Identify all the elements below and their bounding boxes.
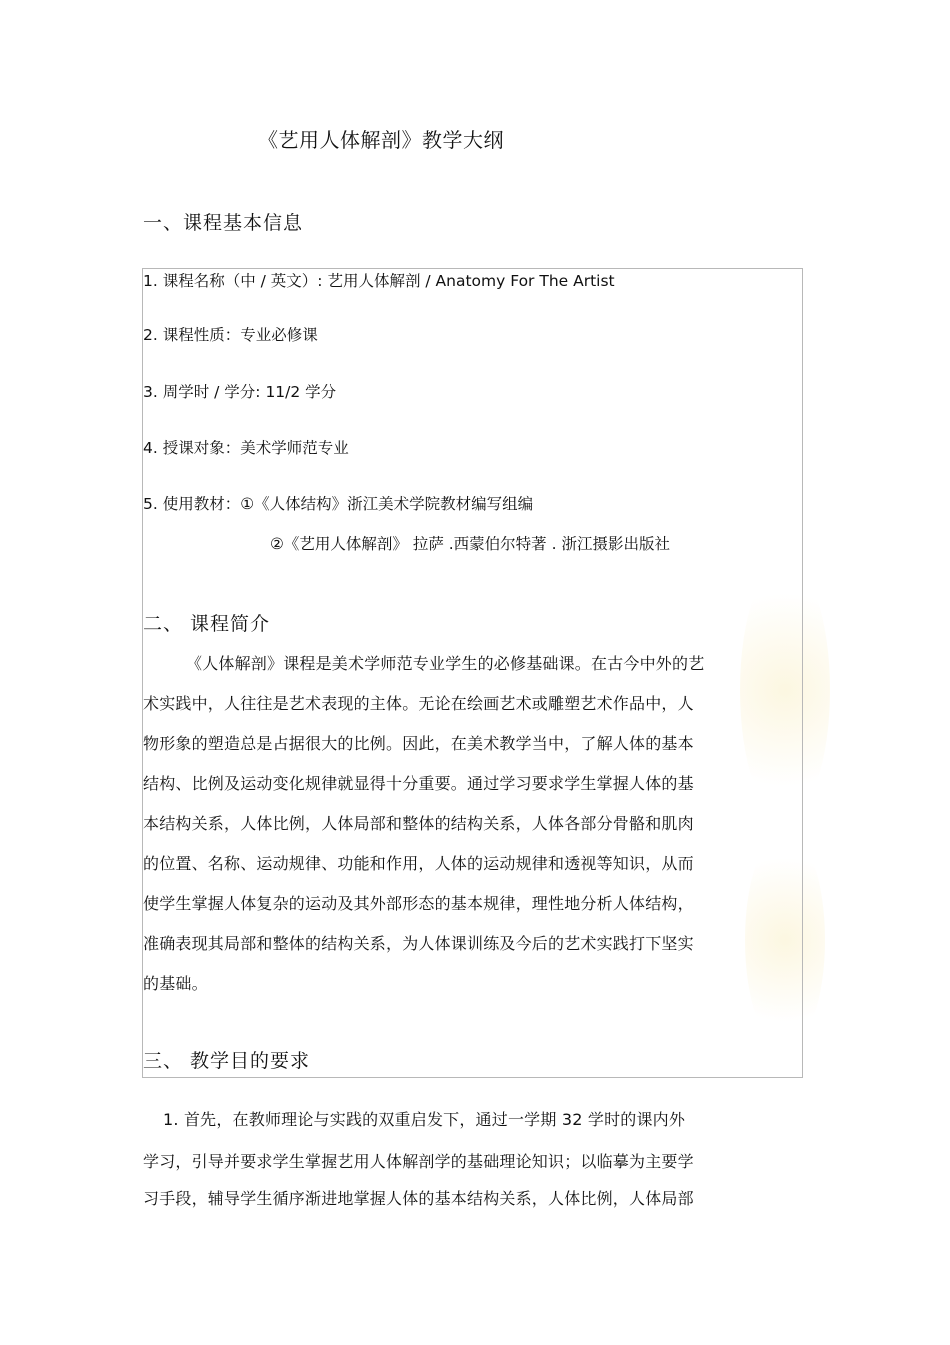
info-course-name: 1. 课程名称（中 / 英文）: 艺用人体解剖 / Anatomy For The Artist	[143, 272, 615, 290]
section2-heading: 二、 课程简介	[143, 613, 271, 635]
intro-line: 术实践中，人往往是艺术表现的主体。无论在绘画艺术或雕塑艺术作品中，人	[143, 694, 694, 713]
intro-line: 的基础。	[143, 974, 208, 993]
intro-line: 《人体解剖》课程是美术学师范专业学生的必修基础课。在古今中外的艺	[186, 654, 705, 673]
objective-line: 习手段，辅导学生循序渐进地掌握人体的基本结构关系，人体比例，人体局部	[143, 1189, 694, 1208]
intro-line: 本结构关系，人体比例，人体局部和整体的结构关系，人体各部分骨骼和肌肉	[143, 814, 694, 833]
objective-line: 1. 首先，在教师理论与实践的双重启发下，通过一学期 32 学时的课内外	[163, 1110, 686, 1129]
info-hours-credits: 3. 周学时 / 学分: 11/2 学分	[143, 383, 337, 401]
objective-line: 学习，引导并要求学生掌握艺用人体解剖学的基础理论知识；以临摹为主要学	[143, 1152, 694, 1171]
intro-line: 结构、比例及运动变化规律就显得十分重要。通过学习要求学生掌握人体的基	[143, 774, 694, 793]
info-textbook-1: 5. 使用教材：①《人体结构》浙江美术学院教材编写组编	[143, 495, 534, 513]
section3-heading: 三、 教学目的要求	[143, 1050, 311, 1072]
section1-heading: 一、课程基本信息	[143, 212, 304, 234]
intro-line: 使学生掌握人体复杂的运动及其外部形态的基本规律，理性地分析人体结构，	[143, 894, 694, 913]
info-textbook-2: ②《艺用人体解剖》 拉萨 .西蒙伯尔特著 . 浙江摄影出版社	[270, 535, 670, 553]
info-course-type: 2. 课程性质：专业必修课	[143, 326, 318, 344]
info-audience: 4. 授课对象：美术学师范专业	[143, 439, 349, 457]
intro-line: 准确表现其局部和整体的结构关系，为人体课训练及今后的艺术实践打下坚实	[143, 934, 694, 953]
intro-line: 的位置、名称、运动规律、功能和作用，人体的运动规律和透视等知识，从而	[143, 854, 694, 873]
document-title: 《艺用人体解剖》教学大纲	[258, 128, 504, 152]
intro-line: 物形象的塑造总是占据很大的比例。因此，在美术教学当中，了解人体的基本	[143, 734, 694, 753]
